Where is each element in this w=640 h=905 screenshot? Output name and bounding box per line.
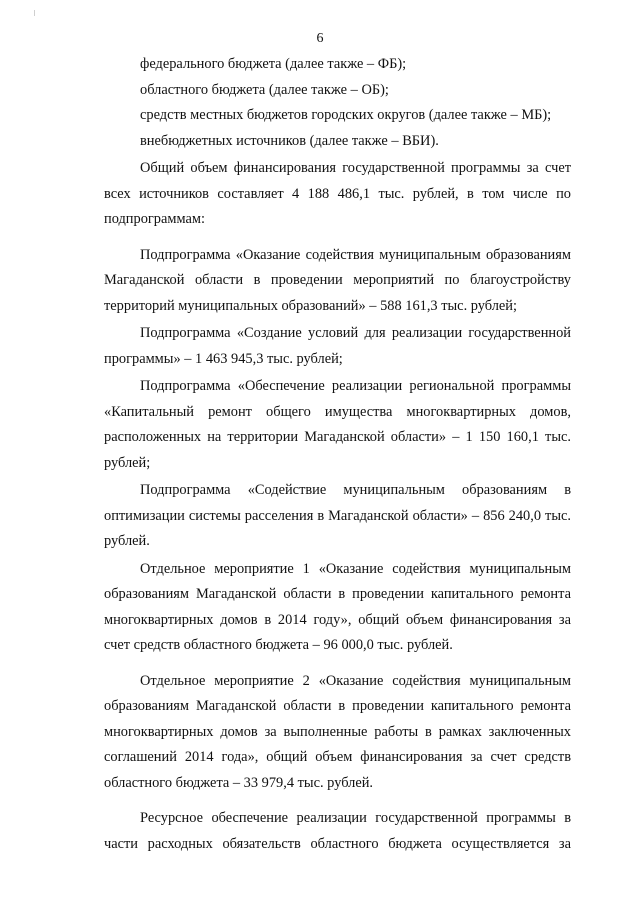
separate-event-2-paragraph: Отдельное мероприятие 2 «Оказание содействия муниципальным образованиям Магаданской области в проведении капитального ремонта многоквартирных домов за выполненные работы в рамках заключенных соглашений 2014 года», общий объем финансирования за счет средств областного бюджета – 33 979,4 тыс. рублей. — [104, 672, 571, 791]
subprogram-3-paragraph: Подпрограмма «Обеспечение реализации региональной программы «Капитальный ремонт общего имущества многоквартирных домов, расположенных на территории Магаданской области» – 1 150 160,1 тыс. рублей; — [104, 378, 571, 471]
total-financing-paragraph: Общий объем финансирования государственной программы за счет всех источников составляет 4 188 486,1 тыс. рублей, в том числе по подпрограммам: — [104, 160, 571, 227]
subprogram-1-paragraph: Подпрограмма «Оказание содействия муниципальным образованиям Магаданской области в проведении мероприятий по благоустройству территорий муниципальных образований» – 588 161,3 тыс. рублей; — [104, 246, 571, 314]
scan-margin-mark — [34, 10, 35, 16]
resource-provision-paragraph: Ресурсное обеспечение реализации государственной программы в части расходных обязательств областного бюджета осуществляется за — [104, 810, 571, 852]
source-extrabudgetary: внебюджетных источников (далее также – ВБИ). — [140, 132, 439, 149]
source-regional-budget: областного бюджета (далее также – ОБ); — [140, 81, 389, 98]
subprogram-2-paragraph: Подпрограмма «Создание условий для реализации государственной программы» – 1 463 945,3 тыс. рублей; — [104, 325, 571, 367]
source-municipal-budgets: средств местных бюджетов городских округов (далее также – МБ); — [140, 107, 552, 123]
source-federal-budget: федерального бюджета (далее также – ФБ); — [140, 56, 407, 72]
subprogram-4-paragraph: Подпрограмма «Содействие муниципальным образованиям в оптимизации системы расселения в Магаданской области» – 856 240,0 тыс. рублей. — [104, 482, 571, 549]
separate-event-1-paragraph: Отдельное мероприятие 1 «Оказание содействия муниципальным образованиям Магаданской области в проведении капитального ремонта многоквартирных домов в 2014 году», общий объем финансирования за счет средств областного бюджета – 96 000,0 тыс. рублей. — [104, 560, 571, 653]
page-number: 6 — [316, 31, 324, 46]
document-body — [104, 52, 571, 857]
